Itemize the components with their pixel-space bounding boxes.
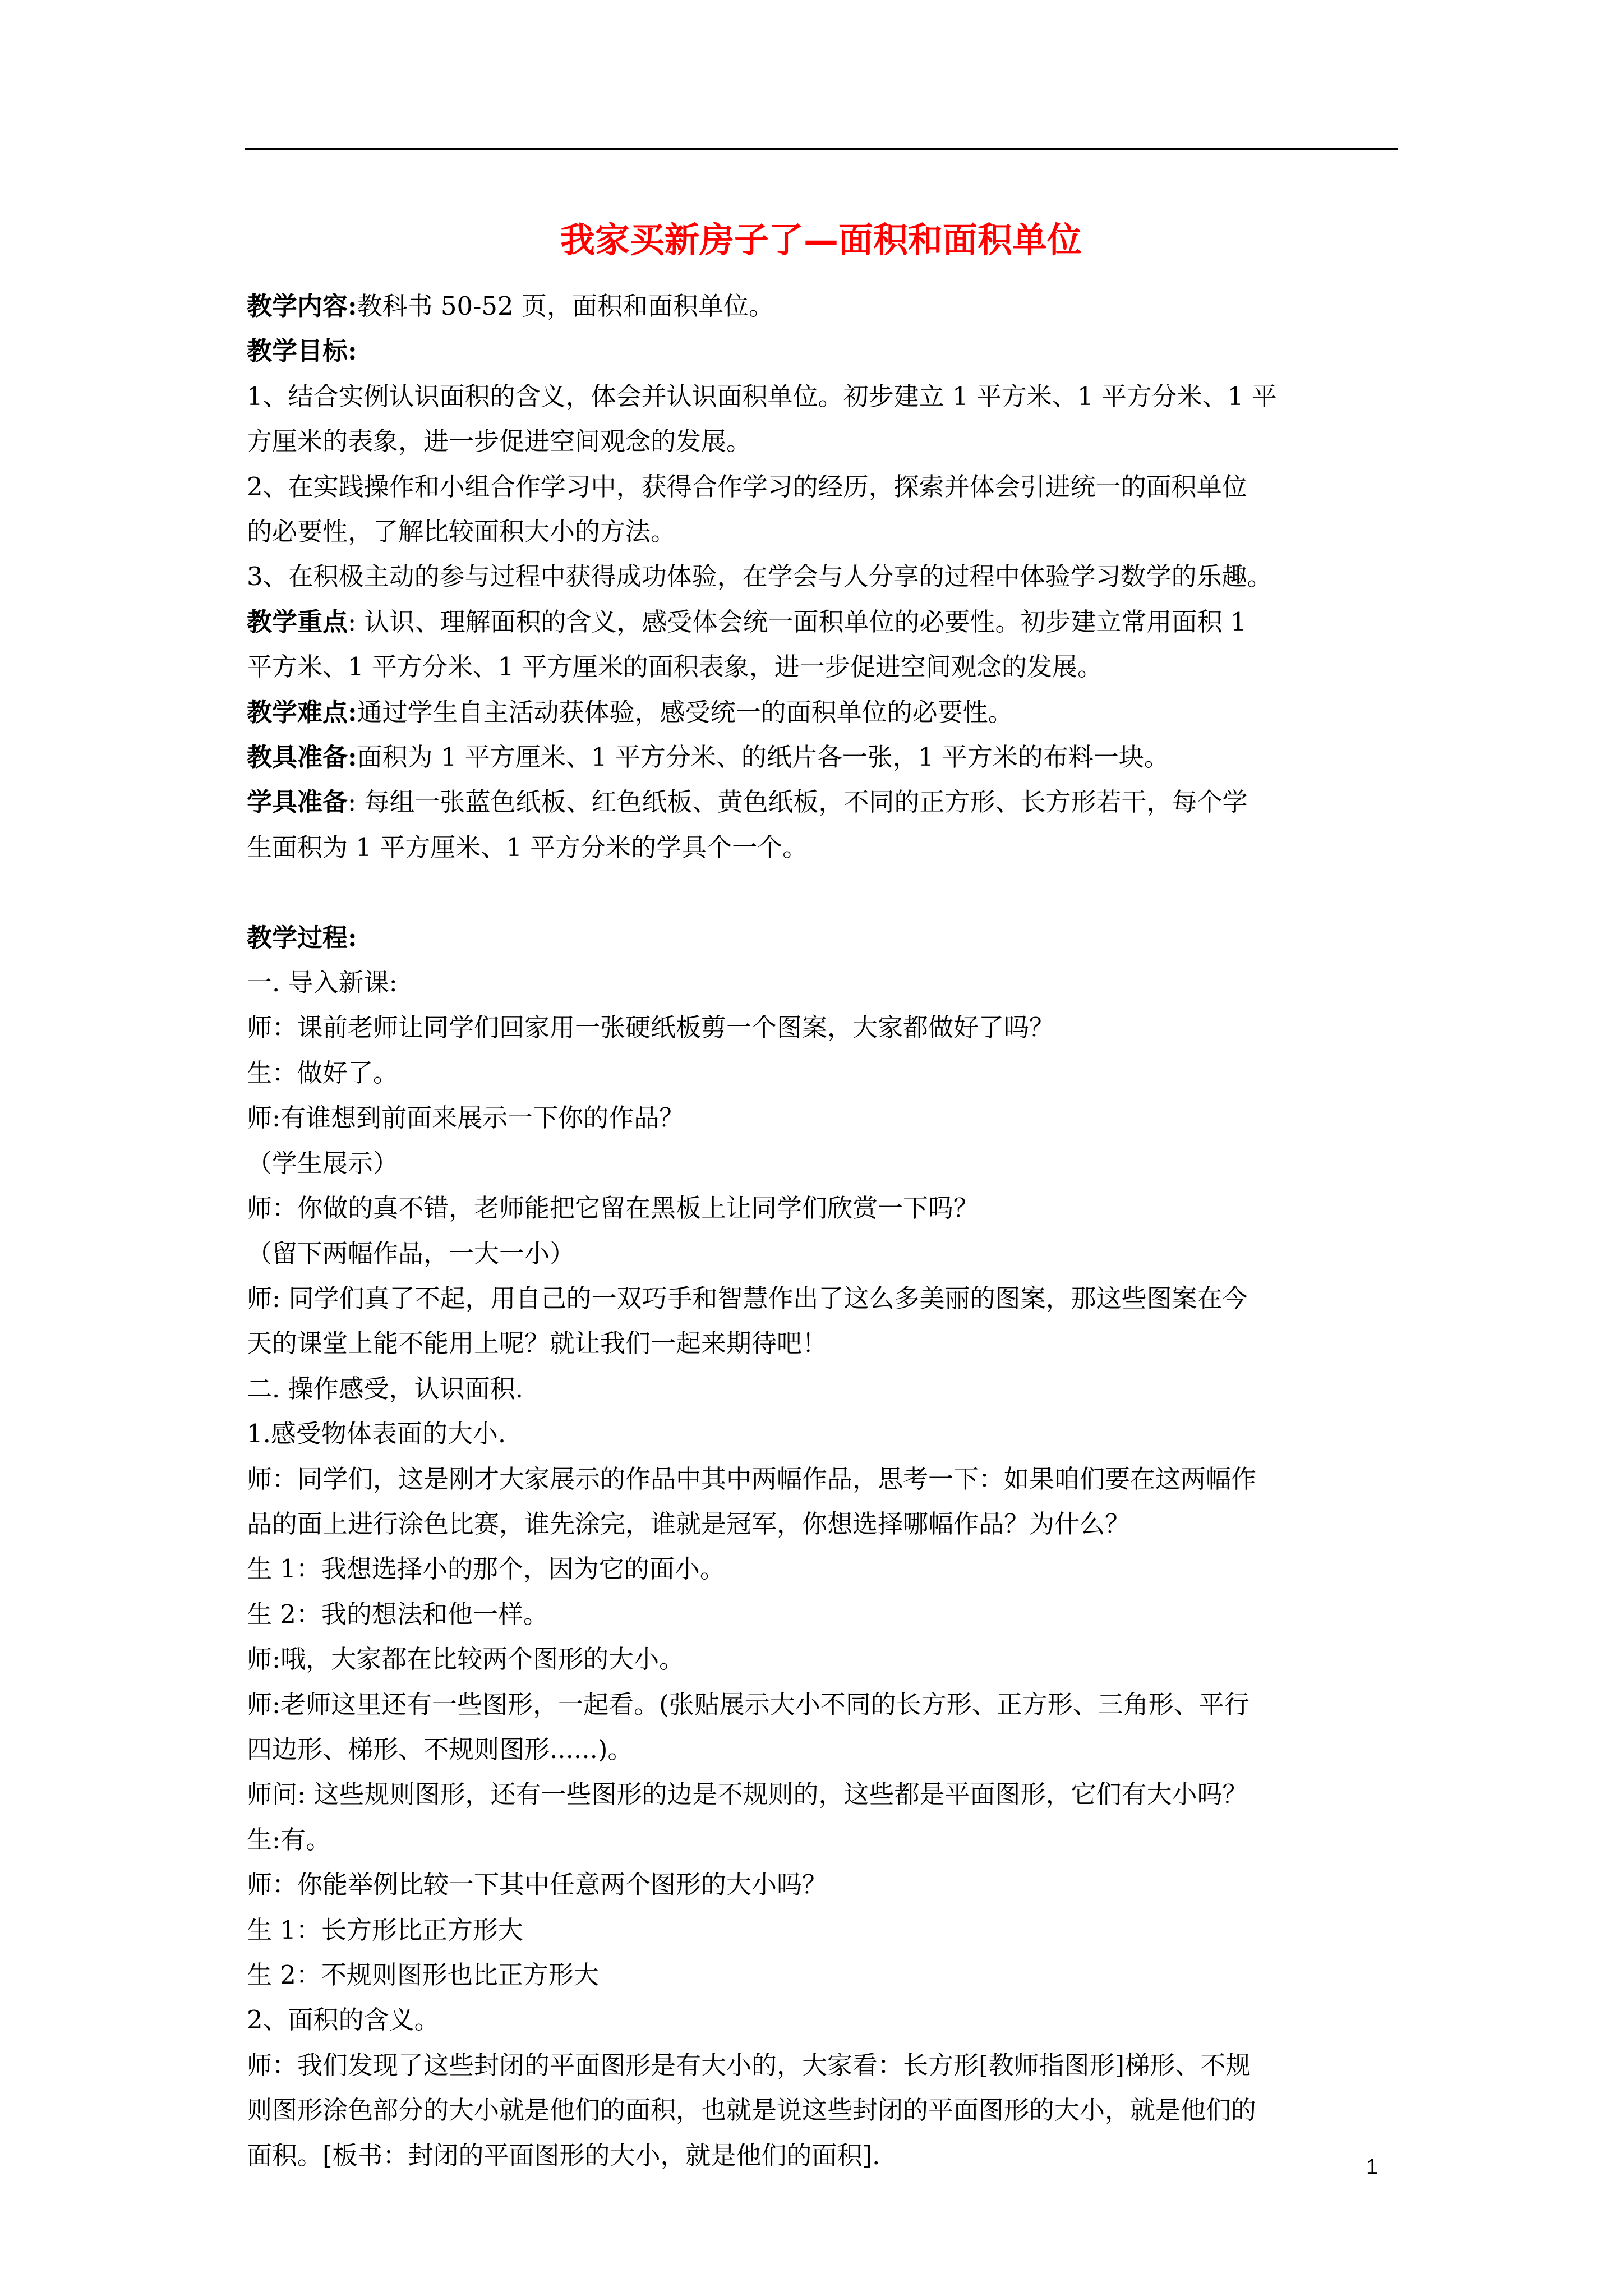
difficulty-text: 通过学生自主活动获体验，感受统一的面积单位的必要性。 xyxy=(357,697,1013,727)
process-line: 生 1：我想选择小的那个，因为它的面小。 xyxy=(247,1554,725,1584)
teacher-tools-label: 教具准备: xyxy=(247,742,357,772)
key-points-text: : 认识、理解面积的含义，感受体会统一面积单位的必要性。初步建立常用面积 1 xyxy=(348,606,1247,637)
process-lines xyxy=(247,960,1402,2178)
process-line: 面积。[板书：封闭的平面图形的大小，就是他们的面积]. xyxy=(247,2140,880,2170)
teaching-goals-label: 教学目标: xyxy=(247,336,357,366)
teacher-tools-line xyxy=(247,735,1402,780)
page-number: 1 xyxy=(1366,2155,1378,2179)
process-label: 教学过程: xyxy=(247,922,357,953)
process-line: 师：你做的真不错，老师能把它留在黑板上让同学们欣赏一下吗？ xyxy=(247,1193,979,1223)
key-points-line-1 xyxy=(247,600,1402,645)
process-line: 四边形、梯形、不规则图形......)。 xyxy=(247,1734,633,1764)
process-heading xyxy=(247,915,1402,960)
process-line: 生 2：我的想法和他一样。 xyxy=(247,1599,548,1629)
process-line: 生:有。 xyxy=(247,1824,331,1855)
goal-3: 3、在积极主动的参与过程中获得成功体验，在学会与人分享的过程中体验学习数学的乐趣。 xyxy=(247,562,1272,592)
process-line: （留下两幅作品，一大一小） xyxy=(247,1238,575,1268)
document-title: 我家买新房子了—面积和面积单位 xyxy=(560,219,1082,260)
difficulty-line xyxy=(247,690,1402,735)
student-tools-label: 学具准备 xyxy=(247,787,348,817)
process-line: 师: 同学们真了不起，用自己的一双巧手和智慧作出了这么多美丽的图案，那这些图案在今 xyxy=(247,1283,1248,1313)
student-tools-line-1 xyxy=(247,780,1402,825)
process-line: 生：做好了。 xyxy=(247,1057,399,1088)
process-line: 师:哦，大家都在比较两个图形的大小。 xyxy=(247,1644,685,1674)
teaching-goals-line xyxy=(247,329,1402,374)
process-line: 生 2：不规则图形也比正方形大 xyxy=(247,1960,599,1990)
goal-2-line-1: 2、在实践操作和小组合作学习中，获得合作学习的经历，探索并体会引进统一的面积单位 xyxy=(247,471,1247,501)
teaching-content-label: 教学内容: xyxy=(247,291,357,321)
process-line: 生 1：长方形比正方形大 xyxy=(247,1915,523,1945)
header-rule xyxy=(245,148,1398,150)
process-line: 师:有谁想到前面来展示一下你的作品？ xyxy=(247,1103,685,1133)
teacher-tools-text: 面积为 1 平方厘米、1 平方分米、的纸片各一张，1 平方米的布料一块。 xyxy=(357,742,1169,772)
key-points-label: 教学重点 xyxy=(247,606,348,637)
goal-1-line-2: 方厘米的表象，进一步促进空间观念的发展。 xyxy=(247,426,752,457)
process-line: 品的面上进行涂色比赛，谁先涂完，谁就是冠军，你想选择哪幅作品？为什么？ xyxy=(247,1508,1131,1539)
document-body xyxy=(247,284,1402,2178)
teaching-content-text: 教科书 50-52 页，面积和面积单位。 xyxy=(357,291,774,321)
teaching-content-line xyxy=(247,284,1402,329)
process-line: 师：我们发现了这些封闭的平面图形是有大小的，大家看：长方形[教师指图形]梯形、不规 xyxy=(247,2050,1251,2080)
process-line: 1.感受物体表面的大小. xyxy=(247,1419,506,1449)
process-line: 师:老师这里还有一些图形，一起看。(张贴展示大小不同的长方形、正方形、三角形、平行 xyxy=(247,1689,1249,1719)
process-line: 二. 操作感受，认识面积. xyxy=(247,1373,523,1404)
process-line: （学生展示） xyxy=(247,1148,399,1178)
process-line: 天的课堂上能不能用上呢？就让我们一起来期待吧！ xyxy=(247,1328,828,1359)
blank-line xyxy=(247,870,1402,915)
process-line: 师问: 这些规则图形，还有一些图形的边是不规则的，这些都是平面图形，它们有大小吗？ xyxy=(247,1779,1248,1810)
process-line: 师：课前老师让同学们回家用一张硬纸板剪一个图案，大家都做好了吗？ xyxy=(247,1013,1055,1043)
goal-2-line-2: 的必要性，了解比较面积大小的方法。 xyxy=(247,517,676,547)
process-line: 师：同学们，这是刚才大家展示的作品中其中两幅作品，思考一下：如果咱们要在这两幅作 xyxy=(247,1464,1257,1494)
student-tools-text: : 每组一张蓝色纸板、红色纸板、黄色纸板，不同的正方形、长方形若干，每个学 xyxy=(348,787,1248,817)
goal-1-line-1: 1、结合实例认识面积的含义，体会并认识面积单位。初步建立 1 平方米、1 平方分米、1 平 xyxy=(247,381,1277,411)
process-line: 2、面积的含义。 xyxy=(247,2005,440,2035)
difficulty-label: 教学难点: xyxy=(247,697,357,727)
process-line: 则图形涂色部分的大小就是他们的面积，也就是说这些封闭的平面图形的大小，就是他们的 xyxy=(247,2095,1257,2125)
process-line: 一. 导入新课: xyxy=(247,968,398,998)
process-line: 师：你能举例比较一下其中任意两个图形的大小吗？ xyxy=(247,1870,828,1900)
student-tools-line-2: 生面积为 1 平方厘米、1 平方分米的学具个一个。 xyxy=(247,832,808,862)
key-points-line-2: 平方米、1 平方分米、1 平方厘米的面积表象，进一步促进空间观念的发展。 xyxy=(247,652,1103,682)
